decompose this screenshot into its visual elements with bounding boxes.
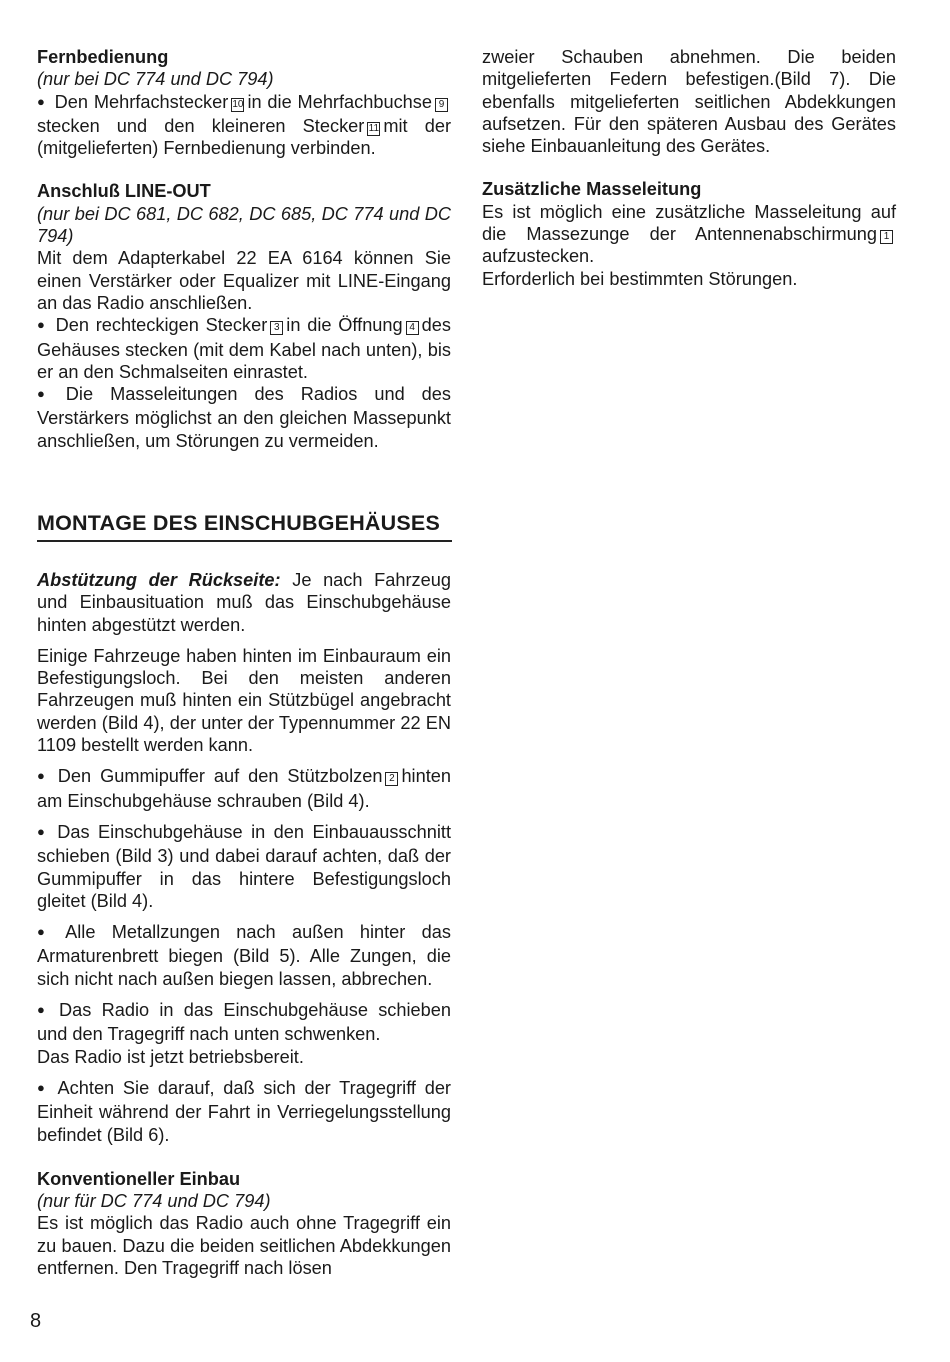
ref-box: 4 (406, 321, 419, 335)
left-column-bottom (37, 569, 451, 1279)
subtitle-konventionell: (nur für DC 774 und DC 794) (37, 1191, 271, 1212)
paragraph-right-top: zweier Schauben abnehmen. Die beiden mitgelieferten Federn befestigen.(Bild 7). Die ebenfalls mitgelieferten seitlichen Abdekkungen aufsetzen. Für den späteren Ausbau des Gerätes siehe Einbauanleitung des Gerätes. (482, 47, 896, 157)
bullet-montage-2: ● Das Einschubgehäuse in den Einbauausschnitt schieben (Bild 3) und dabei darauf achten, daß der Gummipuffer in das hintere Befestigungsloch gleitet (Bild 4). (37, 821, 451, 912)
ref-box: 9 (435, 98, 448, 112)
text-part: Den Mehrfachstecker (54, 91, 229, 112)
paragraph-montage-ready: Das Radio ist jetzt betriebsbereit. (37, 1046, 304, 1067)
paragraph-montage-2: Einige Fahrzeuge haben hinten im Einbauraum ein Befestigungsloch. Bei den meisten anderen Fahrzeugen muß hinten ein Stützbügel angebracht werden (Bild 4), der unter der Typennummer 22 EN 1109 bestellt werden kann. (37, 645, 451, 756)
heading-masseleitung: Zusätzliche Masseleitung (482, 179, 702, 200)
bullet-montage-1 (37, 765, 451, 812)
heading-line-out: Anschluß LINE-OUT (37, 181, 211, 202)
section-title-montage: MONTAGE DES EINSCHUBGEHÄUSES (37, 511, 452, 542)
text-part: Je nach Fahrzeug und Einbausituation muß das Einschubgehäuse hinten abgestützt werden. (37, 570, 451, 635)
section-line-out (37, 180, 451, 452)
section-fernbedienung (37, 46, 451, 159)
ref-box: 11 (368, 122, 380, 134)
paragraph-fernbedienung (37, 91, 451, 160)
subtitle-fernbedienung: (nur bei DC 774 und DC 794) (37, 69, 274, 90)
bullet-montage-4: ● Das Radio in das Einschubgehäuse schieben und den Tragegriff nach unten schwenken. (37, 999, 451, 1046)
text-part: hinten am Einschubgehäuse schrauben (Bild 4). (37, 766, 451, 811)
text-part: in die Öffnung (286, 315, 403, 336)
text-part: stecken und den kleineren Stecker (37, 115, 365, 136)
bullet-montage-3: ● Alle Metallzungen nach außen hinter das Armaturenbrett biegen (Bild 5). Alle Zungen, die sich nicht nach außen biegen lassen, abbrechen. (37, 921, 451, 990)
paragraph-line-out-intro: Mit dem Adapterkabel 22 EA 6164 können Sie einen Verstärker oder Equalizer mit LINE-Eingang an das Radio anschließen. (37, 248, 451, 313)
paragraph-abstuetzung (37, 569, 451, 636)
ref-box: 1 (880, 230, 893, 244)
paragraph-masseleitung (482, 201, 896, 268)
label-abstuetzung: Abstützung der Rückseite: (37, 570, 281, 590)
text-part: Den rechteckigen Stecker (55, 315, 268, 336)
text-part: Es ist möglich eine zusätzliche Masseleitung auf die Massezunge der Antennenabschirmung (482, 201, 896, 245)
bullet-line-out-2: ● Die Masseleitungen des Radios und des Verstärkers möglichst an den gleichen Massepunkt anschließen, um Störungen zu vermeiden. (37, 383, 451, 452)
ref-box: 2 (385, 772, 398, 786)
heading-fernbedienung: Fernbedienung (37, 47, 169, 67)
text-part: mit der (mitgelieferten) Fernbedienung verbinden. (37, 115, 451, 159)
bullet-line-out-1 (37, 314, 451, 383)
ref-box: 10 (232, 98, 244, 110)
text-part: Den Gummipuffer auf den Stützbolzen (57, 766, 383, 787)
subtitle-line-out: (nur bei DC 681, DC 682, DC 685, DC 774 und DC 794) (37, 203, 451, 247)
page-number: 8 (30, 1310, 42, 1332)
text-part: des Gehäuses stecken (mit dem Kabel nach unten), bis er an den Schmalseiten einrastet. (37, 315, 451, 382)
heading-konventionell: Konventioneller Einbau (37, 1168, 241, 1189)
left-column-top (37, 46, 451, 452)
text-part: in die Mehrfachbuchse (247, 91, 433, 112)
paragraph-konventionell: Es ist möglich das Radio auch ohne Tragegriff ein zu bauen. Dazu die beiden seitlichen Abdekkungen entfernen. Den Tragegriff nach lösen (37, 1213, 451, 1279)
text-part: aufzustecken. (482, 246, 595, 267)
paragraph-masseleitung-note: Erforderlich bei bestimmten Störungen. (482, 268, 798, 289)
section-konventionell (37, 1168, 451, 1279)
ref-box: 3 (270, 321, 283, 335)
section-masseleitung (482, 178, 896, 289)
right-column (482, 46, 896, 290)
bullet-montage-5: ● Achten Sie darauf, daß sich der Tragegriff der Einheit während der Fahrt in Verriegelungsstellung befindet (Bild 6). (37, 1077, 451, 1146)
